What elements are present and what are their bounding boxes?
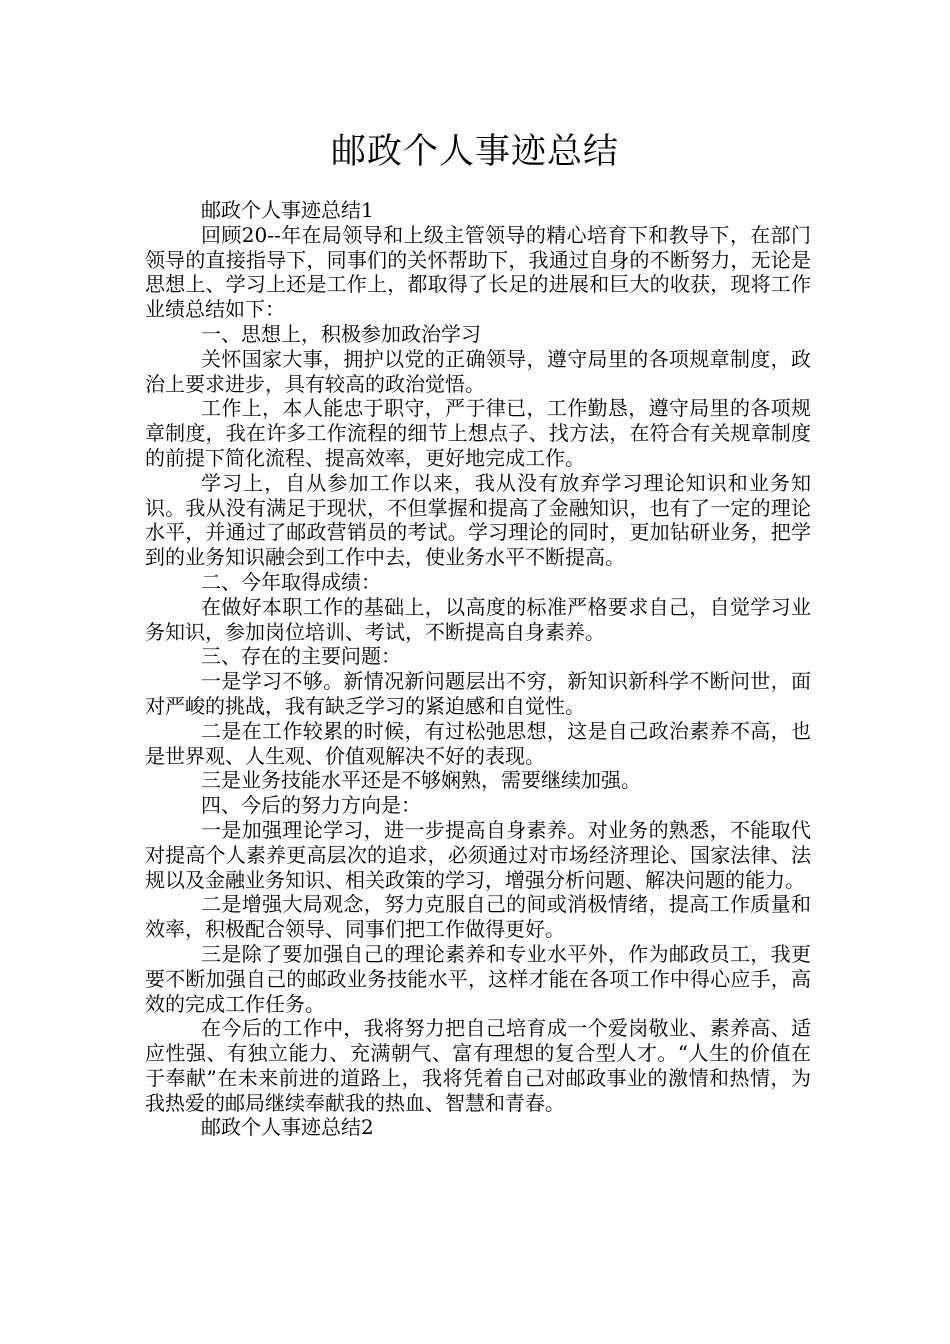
paragraph-heading: 三、存在的主要问题： [201, 644, 401, 669]
paragraph: 在今后的工作中，我将努力把自己培育成一个爱岗敬业、素养高、适应性强、有独立能力、充满朝气、富有理想的复合型人才。“人生的价值在于奉献”在未来前进的道路上，我将凭着自己对邮政事业的激情和热情，为我热爱的邮局继续奉献我的热血、智慧和青春。 [145, 1016, 811, 1115]
paragraph-heading: 二、今年取得成绩： [201, 569, 381, 594]
section-heading-1: 邮政个人事迹总结1 [201, 198, 374, 222]
section-heading-2: 邮政个人事迹总结2 [201, 1115, 374, 1140]
paragraph: 在做好本职工作的基础上，以高度的标准严格要求自己，自觉学习业务知识，参加岗位培训、考试，不断提高自身素养。 [145, 594, 811, 644]
paragraph: 二是在工作较累的时候，有过松弛思想，这是自己政治素养不高，也是世界观、人生观、价值观解决不好的表现。 [145, 718, 811, 768]
paragraph: 一是学习不够。新情况新问题层出不穷，新知识新科学不断问世，面对严峻的挑战，我有缺乏学习的紧迫感和自觉性。 [145, 669, 811, 718]
paragraph: 关怀国家大事，拥护以党的正确领导，遵守局里的各项规章制度，政治上要求进步，具有较高的政治觉悟。 [145, 346, 811, 396]
paragraph: 三是除了要加强自己的理论素养和专业水平外，作为邮政员工，我更要不断加强自己的邮政业务技能水平，这样才能在各项工作中得心应手，高效的完成工作任务。 [145, 941, 811, 1016]
paragraph-heading: 四、今后的努力方向是： [201, 793, 421, 818]
document-title: 邮政个人事迹总结 [330, 132, 619, 172]
paragraph-heading: 一、思想上，积极参加政治学习 [201, 321, 481, 346]
paragraph: 二是增强大局观念，努力克服自己的间或消极情绪，提高工作质量和效率，积极配合领导、同事们把工作做得更好。 [145, 892, 811, 942]
paragraph: 三是业务技能水平还是不够娴熟，需要继续加强。 [201, 768, 641, 793]
paragraph: 一是加强理论学习，进一步提高自身素养。对业务的熟悉，不能取代对提高个人素养更高层次的追求，必须通过对市场经济理论、国家法律、法规以及金融业务知识、相关政策的学习，增强分析问题、解决问题的能力。 [145, 817, 811, 892]
paragraph: 工作上，本人能忠于职守，严于律已，工作勤恳，遵守局里的各项规章制度，我在许多工作流程的细节上想点子、找方法，在符合有关规章制度的前提下简化流程、提高效率，更好地完成工作。 [145, 396, 811, 470]
document-body [145, 198, 811, 1140]
paragraph: 学习上，自从参加工作以来，我从没有放弃学习理论知识和业务知识。我从没有满足于现状，不但掌握和提高了金融知识，也有了一定的理论水平，并通过了邮政营销员的考试。学习理论的同时，更加钻研业务，把学到的业务知识融会到工作中去，使业务水平不断提高。 [145, 470, 811, 570]
paragraph: 回顾20--年在局领导和上级主管领导的精心培育下和教导下，在部门领导的直接指导下，同事们的关怀帮助下，我通过自身的不断努力，无论是思想上、学习上还是工作上，都取得了长足的进展和巨大的收获，现将工作业绩总结如下： [145, 222, 811, 322]
